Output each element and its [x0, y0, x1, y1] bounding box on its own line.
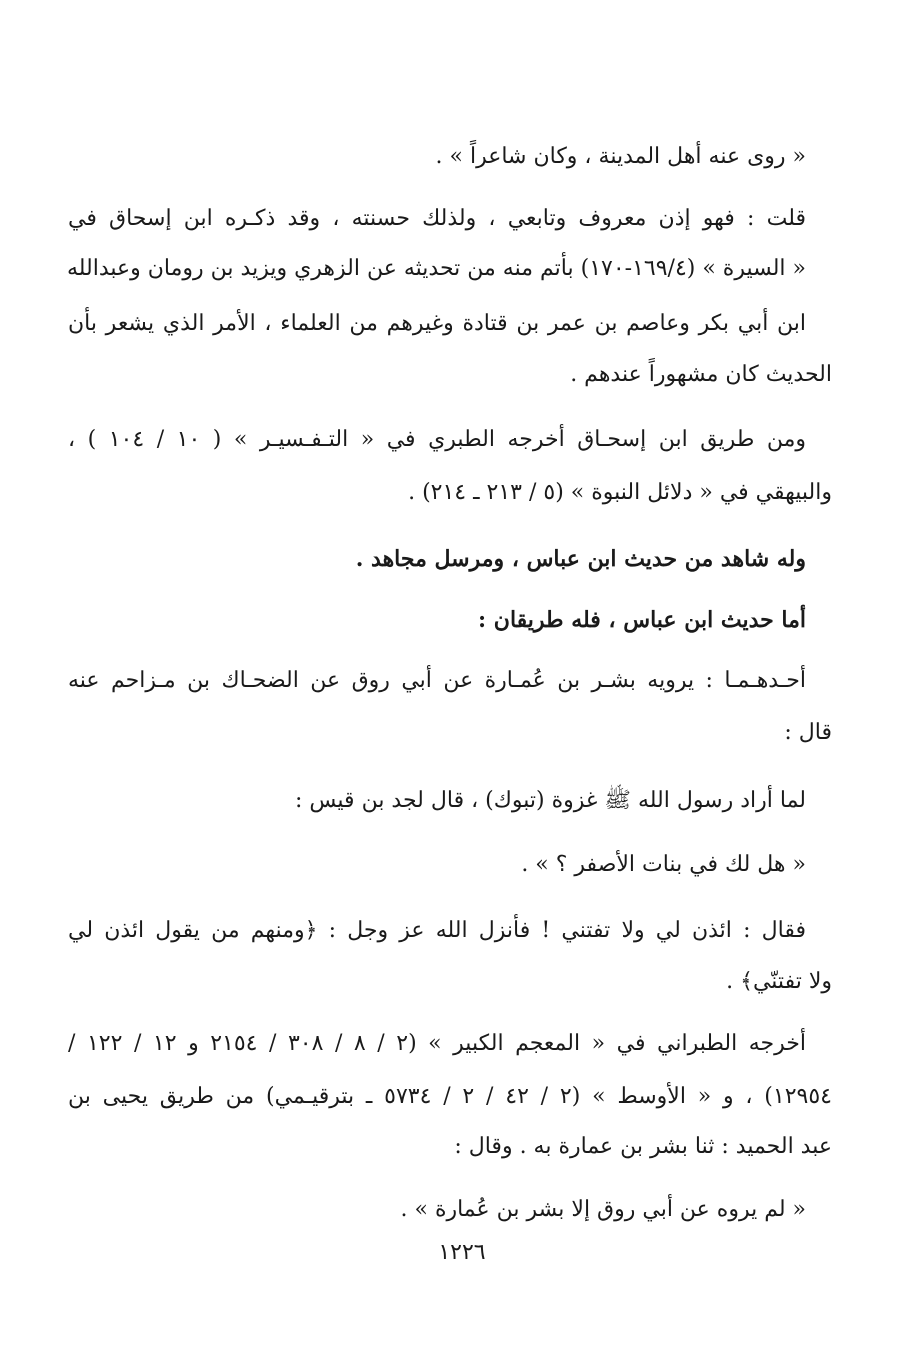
text-line: أما حديث ابن عباس ، فله طريقان :: [478, 607, 806, 633]
text-line: « هل لك في بنات الأصفر ؟ » .: [521, 852, 806, 877]
text-line: قال :: [784, 720, 832, 745]
text-line: « روى عنه أهل المدينة ، وكان شاعراً » .: [435, 144, 806, 169]
text-line: عبد الحميد : ثنا بشر بن عمارة به . وقال :: [454, 1134, 832, 1159]
text-line: ولا تفتنّي﴾ .: [726, 969, 832, 994]
text-line: أخرجه الطبراني في « المعجم الكبير » (٢ / ٨ / ٣٠٨ / ٢١٥٤ و ١٢ / ١٢٢ /: [68, 1031, 806, 1056]
text-line: لما أراد رسول الله ﷺ غزوة (تبوك) ، قال لجد بن قيس :: [294, 788, 806, 813]
text-line: والبيهقي في « دلائل النبوة » (٥ / ٢١٣ ـ ٢١٤) .: [408, 480, 832, 505]
text-line: قلت : فهو إذن معروف وتابعي ، ولذلك حسنته ، وقد ذكـره ابن إسحاق في: [68, 206, 806, 231]
text-line: وله شاهد من حديث ابن عباس ، ومرسل مجاهد .: [355, 546, 806, 572]
text-line: أحـدهـمـا : يرويه بشـر بن عُمـارة عن أبي روق عن الضحـاك بن مـزاحم عنه: [68, 668, 806, 693]
text-line: « السيرة » (١٦٩/٤-١٧٠) بأتم منه من تحديثه عن الزهري ويزيد بن رومان وعبدالله: [66, 256, 806, 281]
text-line: فقال : ائذن لي ولا تفتني ! فأنزل الله عز وجل : ﴿ومنهم من يقول ائذن لي: [68, 918, 806, 943]
text-line: ١٢٩٥٤) ، و « الأوسط » (٢ / ٤٢ / ٢ / ٥٧٣٤ ـ بترقيـمي) من طريق يحيى بن: [68, 1084, 832, 1109]
text-line: الحديث كان مشهوراً عندهم .: [570, 362, 832, 387]
text-line: « لم يروه عن أبي روق إلا بشر بن عُمارة » .: [400, 1197, 806, 1222]
page-number: ١٢٢٦: [438, 1240, 486, 1265]
text-line: ومن طريق ابن إسحـاق أخرجه الطبري في « التـفـسيـر » ( ١٠ / ١٠٤ ) ،: [68, 427, 806, 452]
text-line: ابن أبي بكر وعاصم بن عمر بن قتادة وغيرهم من العلماء ، الأمر الذي يشعر بأن: [68, 311, 806, 336]
